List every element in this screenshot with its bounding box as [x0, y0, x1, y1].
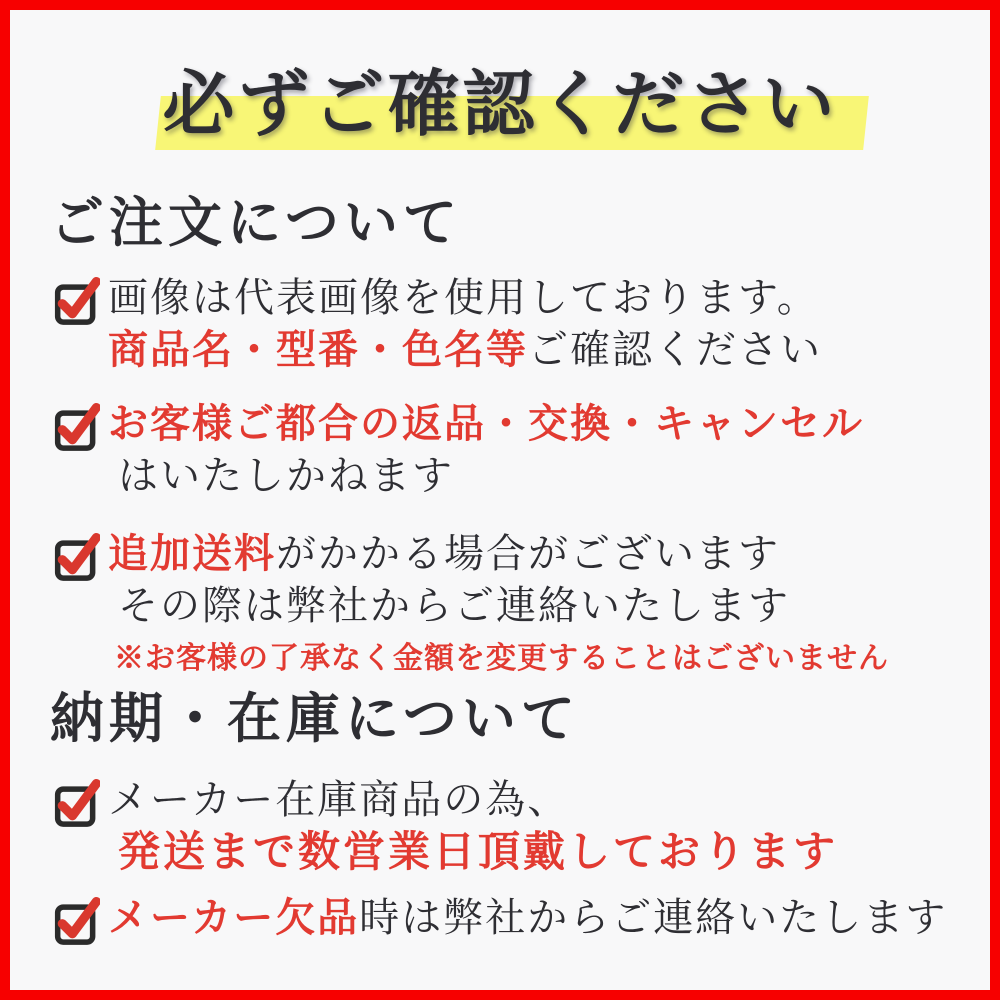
text-black: ご確認ください	[528, 327, 822, 372]
text-red-emphasis: お客様ご都合の返品・交換・キャンセル	[108, 401, 864, 446]
text-red-emphasis: 発送まで数営業日頂戴しております	[118, 830, 839, 876]
order-item-text	[108, 528, 889, 678]
stock-section-heading: 納期・在庫について	[50, 689, 580, 749]
text-line	[108, 528, 889, 580]
text-line	[108, 398, 864, 450]
price-change-note: ※お客様の了承なく金額を変更することはございません	[114, 642, 889, 675]
stock-item-text	[108, 774, 838, 880]
text-line	[108, 450, 864, 502]
text-red-emphasis: 商品名・型番・色名等	[108, 327, 528, 372]
order-item-no-returns	[54, 398, 964, 502]
checkbox-icon	[54, 894, 100, 946]
text-black: 時は弊社からご連絡いたします	[359, 895, 948, 940]
checkbox-icon	[54, 776, 100, 828]
text-black: がかかる場合がございます	[276, 531, 780, 576]
text-line	[108, 324, 822, 376]
text-line	[108, 892, 947, 944]
checkbox-icon	[54, 274, 100, 326]
page-title	[10, 50, 990, 160]
text-line	[108, 580, 889, 632]
order-item-extra-shipping	[54, 528, 964, 678]
text-red-emphasis: メーカー欠品	[108, 895, 360, 940]
text-black: 画像は代表画像を使用しております。	[108, 275, 819, 320]
stock-item-out-of-stock	[54, 892, 964, 946]
stock-item-text	[108, 892, 947, 944]
text-line	[108, 774, 838, 826]
order-item-text	[108, 398, 864, 502]
text-black: メーカー在庫商品の為、	[108, 777, 570, 822]
text-line	[108, 272, 822, 324]
title-text: 必ずご確認ください	[162, 65, 838, 145]
order-item-text	[108, 272, 822, 376]
text-line	[108, 826, 838, 880]
checkbox-icon	[54, 400, 100, 452]
order-item-representative-image	[54, 272, 964, 376]
checkbox-icon	[54, 530, 100, 582]
text-red-emphasis: 追加送料	[108, 531, 276, 576]
text-black: その際は弊社からご連絡いたします	[118, 583, 790, 628]
text-black: はいたしかねます	[118, 453, 454, 498]
stock-item-lead-time	[54, 774, 964, 880]
order-section-heading: ご注文について	[50, 193, 462, 253]
